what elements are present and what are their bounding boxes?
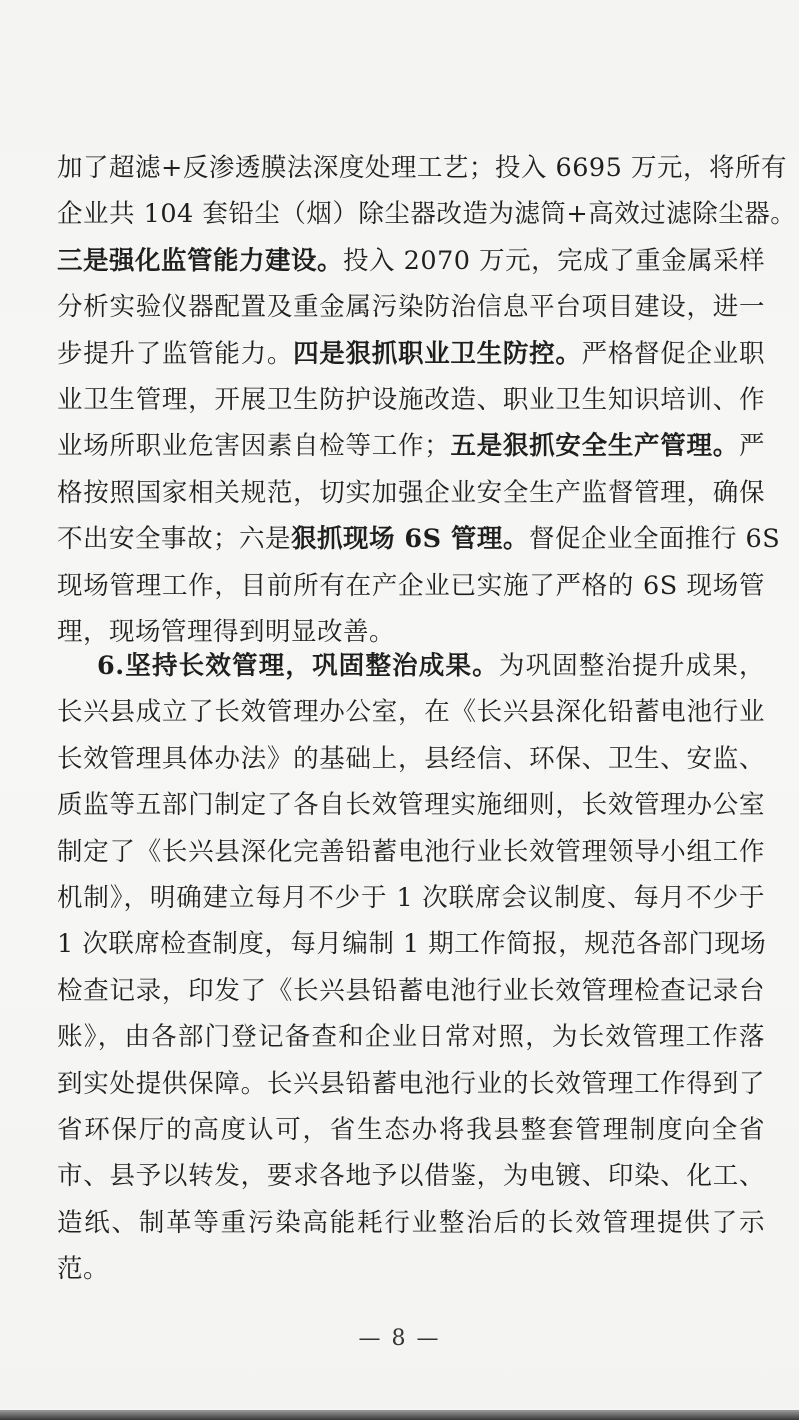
body-text: 业卫生管理，开展卫生防护设施改造、职业卫生知识培训、作 <box>57 384 765 415</box>
body-text: 检查记录，印发了《长兴县铅蓄电池行业长效管理检查记录台 <box>57 975 765 1006</box>
text-line <box>57 968 765 1014</box>
body-text: 严格督促企业职 <box>581 338 765 369</box>
page-number: — 8 — <box>358 1326 441 1351</box>
text-line <box>57 1153 765 1199</box>
text-line <box>57 736 765 782</box>
text-line <box>57 191 797 237</box>
text-line <box>57 875 765 921</box>
body-text: 不出安全事故；六是 <box>57 524 292 555</box>
body-text: 范。 <box>57 1254 110 1285</box>
body-text: 机制》，明确建立每月不少于 1 次联席会议制度、每月不少于 <box>57 882 765 913</box>
text-line <box>57 689 765 735</box>
text-line <box>57 377 765 423</box>
text-line <box>57 643 765 689</box>
text-line <box>57 1200 765 1246</box>
text-line <box>57 516 781 562</box>
text-line <box>57 331 765 377</box>
body-text: 市、县予以转发，要求各地予以借鉴，为电镀、印染、化工、 <box>57 1161 765 1192</box>
body-text: 加了超滤+反渗透膜法深度处理工艺；投入 6695 万元，将所有 <box>57 153 787 183</box>
bold-heading-text: 五是狠抓安全生产管理。 <box>450 431 739 462</box>
body-text: 制定了《长兴县深化完善铅蓄电池行业长效管理领导小组工作 <box>57 836 765 867</box>
text-line <box>57 284 765 330</box>
body-text: 到实处提供保障。长兴县铅蓄电池行业的长效管理工作得到了 <box>57 1068 765 1099</box>
text-line <box>57 1246 765 1292</box>
body-text: 步提升了监管能力。 <box>57 338 294 369</box>
body-text: 省环保厅的高度认可，省生态办将我县整套管理制度向全省 <box>57 1114 765 1145</box>
body-text: 造纸、制革等重污染高能耗行业整治后的长效管理提供了示 <box>57 1207 765 1238</box>
body-text: 格按照国家相关规范，切实加强企业安全生产监督管理，确保 <box>57 477 765 508</box>
body-text: 理，现场管理得到明显改善。 <box>57 616 396 647</box>
body-text: 1 次联席检查制度，每月编制 1 期工作简报，规范各部门现场 <box>57 929 767 960</box>
text-line <box>57 238 765 284</box>
bold-heading-text: 三是强化监管能力建设。 <box>57 245 344 276</box>
body-text: 长兴县成立了长效管理办公室，在《长兴县深化铅蓄电池行业 <box>57 697 765 728</box>
bottom-edge-bar <box>0 1410 799 1420</box>
body-text: 严 <box>738 431 765 462</box>
text-line <box>57 1014 765 1060</box>
paragraph-long-term-management <box>57 643 765 1292</box>
body-text: 分析实验仪器配置及重金属污染防治信息平台项目建设，进一 <box>57 292 765 323</box>
body-text: 企业共 104 套铅尘（烟）除尘器改造为滤筒+高效过滤除尘器。 <box>57 199 797 230</box>
text-line <box>57 782 765 828</box>
body-text: 长效管理具体办法》的基础上，县经信、环保、卫生、安监、 <box>57 743 765 774</box>
body-text: 督促企业全面推行 6S <box>528 524 781 555</box>
body-text: 账》，由各部门登记备查和企业日常对照，为长效管理工作落 <box>57 1022 765 1053</box>
text-line <box>57 423 765 469</box>
body-text: 投入 2070 万元，完成了重金属采样 <box>343 245 766 276</box>
text-line <box>57 563 765 609</box>
text-line <box>57 829 765 875</box>
body-text: 现场管理工作，目前所有在产企业已实施了严格的 6S 现场管 <box>57 570 765 601</box>
text-line <box>57 470 765 516</box>
text-line <box>57 1107 765 1153</box>
body-text: 业场所职业危害因素自检等工作； <box>57 431 451 462</box>
text-line <box>57 1061 765 1107</box>
text-line <box>57 921 765 967</box>
bold-heading-text: 6.坚持长效管理，巩固整治成果。 <box>97 651 499 681</box>
bold-heading-text: 狠抓现场 6S 管理。 <box>291 524 529 555</box>
paragraph-measures <box>57 145 797 655</box>
body-text: 质监等五部门制定了各自长效管理实施细则，长效管理办公室 <box>57 790 765 821</box>
bold-heading-text: 四是狠抓职业卫生防控。 <box>293 338 582 369</box>
body-text: 为巩固整治提升成果， <box>498 651 765 681</box>
text-line <box>57 145 787 191</box>
